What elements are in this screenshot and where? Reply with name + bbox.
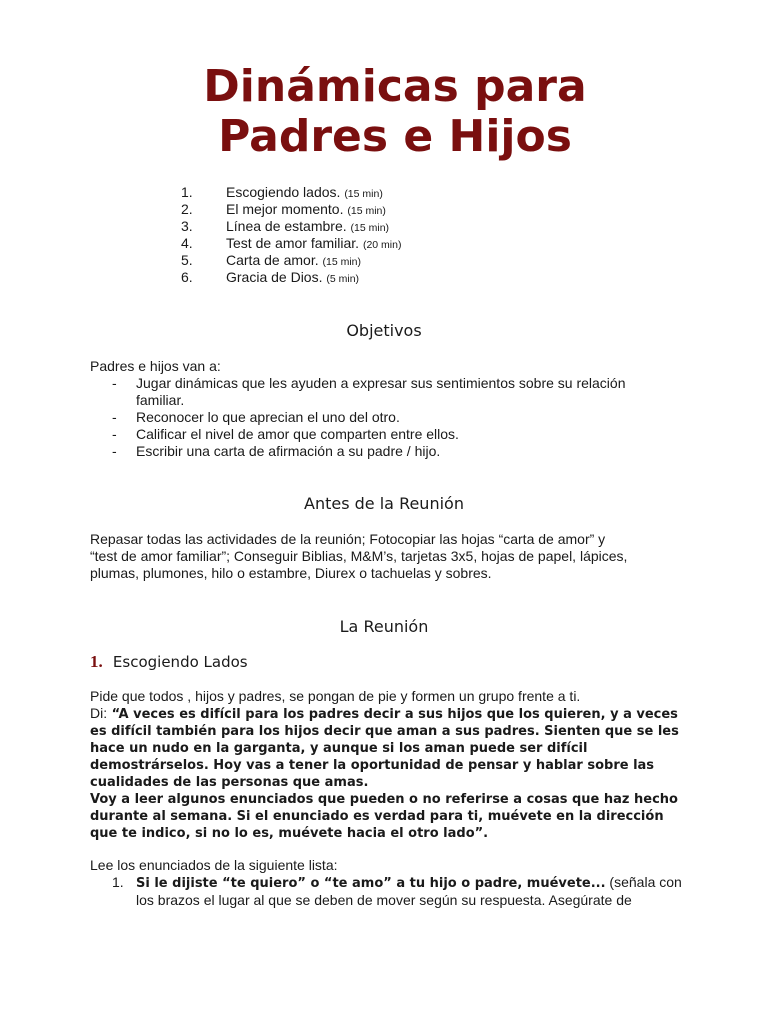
activity-number: 1. bbox=[90, 652, 103, 671]
dash-bullet: - bbox=[112, 443, 117, 459]
quote-line: “A veces es difícil para los padres decir a sus hijos que los quieren, y a veces bbox=[111, 707, 678, 722]
agenda-item-text: El mejor momento. bbox=[226, 201, 344, 217]
agenda-item-duration: (15 min) bbox=[322, 256, 362, 268]
agenda-item-duration: (20 min) bbox=[362, 239, 402, 251]
objetivo-text: Jugar dinámicas que les ayuden a expresar sus sentimientos sobre su relación bbox=[136, 375, 626, 391]
antes-heading: Antes de la Reunión bbox=[304, 494, 464, 513]
dash-bullet: - bbox=[112, 426, 117, 442]
agenda-item-text: Escogiendo lados. bbox=[226, 184, 341, 200]
activity-heading bbox=[90, 652, 248, 673]
objetivos-intro: Padres e hijos van a: bbox=[90, 358, 221, 374]
quote-line: cualidades de las personas que amas. bbox=[90, 775, 369, 790]
objetivo-text: Escribir una carta de afirmación a su padre / hijo. bbox=[136, 443, 441, 459]
objetivo-item bbox=[90, 426, 690, 443]
dash-bullet: - bbox=[112, 409, 117, 425]
agenda-item bbox=[181, 269, 601, 286]
agenda-item bbox=[181, 184, 601, 201]
objetivo-text: Reconocer lo que aprecian el uno del otro. bbox=[136, 409, 400, 425]
activity-instruction bbox=[90, 688, 680, 705]
agenda-item bbox=[181, 201, 601, 218]
agenda-list bbox=[181, 184, 601, 286]
objetivo-item bbox=[90, 443, 690, 460]
agenda-item-number: 3. bbox=[181, 218, 193, 234]
agenda-item-text: Gracia de Dios. bbox=[226, 269, 323, 285]
agenda-item-duration: (15 min) bbox=[350, 222, 390, 234]
agenda-item-duration: (15 min) bbox=[344, 188, 383, 200]
agenda-item-number: 6. bbox=[181, 269, 193, 285]
quote-line: durante al semana. Si el enunciado es verdad para ti, muévete en la dirección bbox=[90, 809, 664, 824]
agenda-item-number: 5. bbox=[181, 252, 193, 268]
agenda-item-text: Test de amor familiar. bbox=[226, 235, 360, 251]
agenda-item bbox=[181, 218, 601, 235]
dash-bullet: - bbox=[112, 375, 117, 391]
antes-line: plumas, plumones, hilo o estambre, Diurex o tachuelas y sobres. bbox=[90, 565, 492, 581]
statement-number: 1. bbox=[112, 874, 124, 890]
reunion-heading: La Reunión bbox=[339, 617, 429, 636]
antes-paragraph bbox=[90, 531, 680, 582]
agenda-item bbox=[181, 252, 601, 269]
statements-list bbox=[90, 874, 690, 909]
quote-line: hace un nudo en la garganta, y aunque si los aman puede ser difícil bbox=[90, 741, 588, 756]
statement-rest: (señala con bbox=[605, 874, 682, 890]
quote-line: demostrárselos. Hoy vas a tener la oportunidad de pensar y hablar sobre las bbox=[90, 758, 655, 773]
agenda-item-number: 1. bbox=[181, 184, 193, 200]
objetivo-item bbox=[90, 375, 690, 409]
antes-line: “test de amor familiar”; Conseguir Biblias, M&M’s, tarjetas 3x5, hojas de papel, lápices, bbox=[90, 548, 628, 564]
quote-line: es difícil también para los hijos decir que aman a sus padres. Sienten que se les bbox=[90, 724, 679, 739]
di-label: Di: bbox=[90, 705, 108, 721]
antes-line: Repasar todas las actividades de la reunión; Fotocopiar las hojas “carta de amor” y bbox=[90, 531, 606, 547]
quote-line: que te indico, si no lo es, muévete hacia el otro lado”. bbox=[90, 826, 489, 841]
quote-line: Voy a leer algunos enunciados que pueden o no referirse a cosas que haz hecho bbox=[90, 792, 678, 807]
objetivo-item bbox=[90, 409, 690, 426]
agenda-item-number: 4. bbox=[181, 235, 193, 251]
agenda-item bbox=[181, 235, 601, 252]
document-title bbox=[0, 62, 768, 162]
objetivo-text: Calificar el nivel de amor que comparten entre ellos. bbox=[136, 426, 459, 442]
agenda-item-number: 2. bbox=[181, 201, 193, 217]
statement-continued: los brazos el lugar al que se deben de mover según su respuesta. Asegúrate de bbox=[136, 892, 632, 908]
title-line-1: Dinámicas para bbox=[203, 61, 587, 112]
statement-item bbox=[90, 874, 690, 909]
agenda-item-duration: (15 min) bbox=[347, 205, 386, 217]
agenda-item-duration: (5 min) bbox=[326, 273, 360, 285]
agenda-item-text: Carta de amor. bbox=[226, 252, 319, 268]
objetivo-text-continued: familiar. bbox=[136, 392, 185, 408]
title-line-2: Padres e Hijos bbox=[218, 111, 572, 162]
instruction-text: Pide que todos , hijos y padres, se pongan de pie y formen un grupo frente a ti. bbox=[90, 688, 581, 704]
statement-bold: Si le dijiste “te quiero” o “te amo” a tu hijo o padre, muévete... bbox=[136, 876, 606, 891]
objetivos-heading: Objetivos bbox=[346, 321, 422, 340]
activity-script bbox=[90, 705, 690, 842]
objetivos-list bbox=[90, 375, 690, 460]
agenda-item-text: Línea de estambre. bbox=[226, 218, 347, 234]
activity-title: Escogiendo Lados bbox=[112, 653, 248, 671]
list-intro: Lee los enunciados de la siguiente lista: bbox=[90, 857, 338, 873]
